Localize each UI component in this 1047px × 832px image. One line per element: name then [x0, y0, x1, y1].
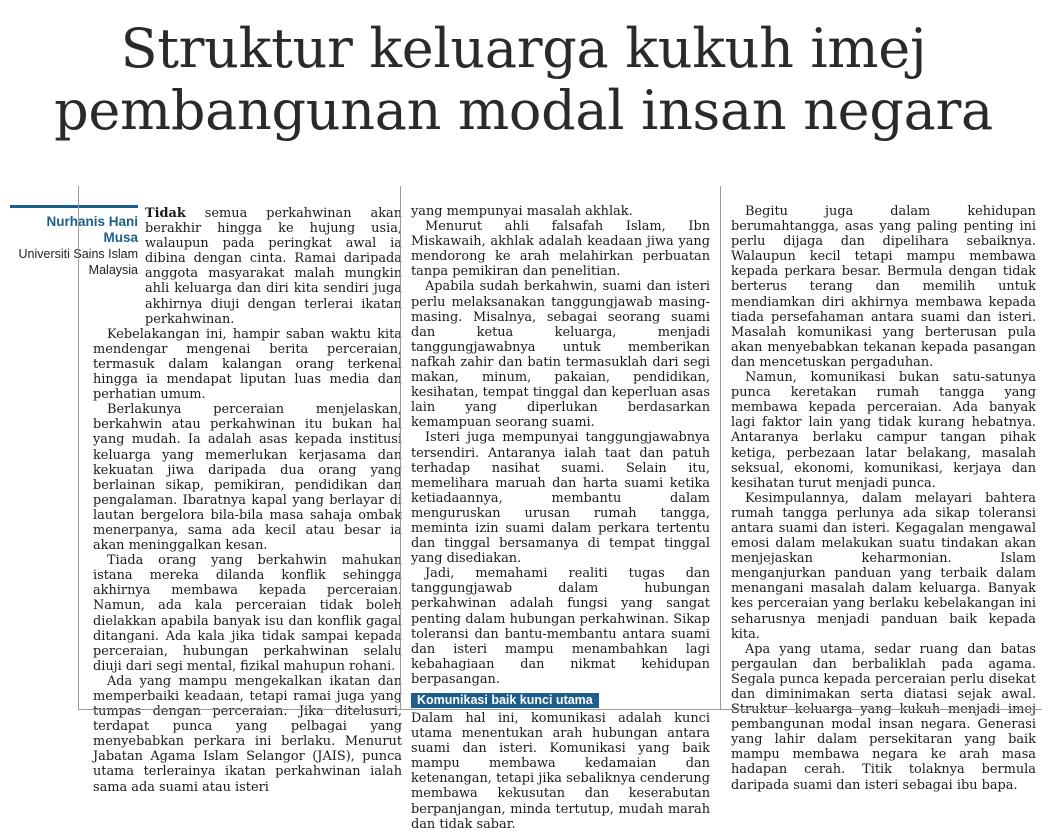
paragraph: Apabila sudah berkahwin, suami dan isteri perlu melaksanakan tanggungjawab masing-masing. Misalnya, sebagai seorang suami dan ketua keluarga, menjadi tanggungjawabnya untuk memberikan nafkah zahir dan batin termasuklah dari segi makan, minum, pakaian, pendidikan, kesihatan, tempat tinggal dan keperluan asas lain yang diperlukan berdasarkan kemampuan seorang suami. — [411, 279, 710, 431]
paragraph: Berlakunya perceraian menjelaskan, berkahwin atau perkahwinan itu bukan hal yang mudah. Ia adalah asas kepada institusi keluarga yang memerlukan kerjasama dan kekuatan jiwa daripada dua orang yang berlainan sikap, pemikiran, pendidikan dan pengalaman. Ibaratnya kapal yang berlayar di lautan bergelora bila-bila masa sahaja ombak menerpanya, sama ada kecil atau besar ia akan meninggalkan kesan. — [93, 402, 402, 554]
paragraph: Menurut ahli falsafah Islam, Ibn Miskawaih, akhlak adalah keadaan jiwa yang mendorong ke arah melahirkan perbuatan tanpa pemikiran dan penelitian. — [411, 219, 710, 280]
paragraph: Ada yang mampu mengekalkan ikatan dan memperbaiki keadaan, tetapi ramai juga yang tumpas dengan perceraian. Jika ditelusuri, terdapat punca yang pelbagai yang menyebabkan perkara ini berlaku. Menurut Jabatan Agama Islam Selangor (JAIS), punca utama terlerainya ikatan perkahwinan ialah sama ada suami atau isteri — [93, 673, 402, 795]
bottom-rule — [78, 709, 1042, 710]
headline: Struktur keluarga kukuh imej pembangunan modal insan negara — [54, 17, 993, 142]
paragraph: yang mempunyai masalah akhlak. — [411, 204, 633, 219]
lead-word: Tidak — [145, 206, 186, 221]
paragraph: Namun, komunikasi bukan satu-satunya punca keretakan rumah tangga yang membawa kepada perceraian. Ada banyak lagi faktor lain yang tidak kurang hebatnya. Antaranya berlaku campur tangan pihak ketiga, perbezaan latar belakang, masalah seksual, ekonomi, komunikasi, kerjaya dan kesihatan turut menjadi punca. — [731, 370, 1036, 491]
paragraph: Dalam hal ini, komunikasi adalah kunci utama menentukan arah hubungan antara suami dan isteri. Komunikasi yang baik mampu membawa kedamaian dan ketenangan, tetapi jika sebaliknya cenderung membawa kekusutan dan keserabutan berpanjangan, minda tertutup, mudah marah dan tidak sabar. — [411, 711, 710, 832]
section-subhead: Komunikasi baik kunci utama — [411, 693, 599, 708]
author-name: Nurhanis Hani Musa — [46, 214, 138, 245]
paragraph: Isteri juga mempunyai tanggungjawabnya tersendiri. Antaranya ialah taat dan patuh terhadap nasihat suami. Selain itu, memelihara maruah dan harta suami ketika ketiadaannya, membantu dalam menguruskan urusan rumah tangga, meminta izin suami dalam perkara tertentu dan tinggal bersamanya di tempat tinggal yang disediakan. — [411, 430, 710, 567]
paragraph: Kebelakangan ini, hampir saban waktu kita mendengar mengenai berita perceraian, termasuk dalam kalangan orang terkenal hingga ia mendapat liputan luas media dan perhatian umum. — [93, 326, 402, 403]
paragraph: Begitu juga dalam kehidupan berumahtangga, asas yang paling penting ini perlu dijaga dan dipelihara sebaiknya. Walaupun kecil tetapi mampu membawa kepada perkara besar. Bermula dengan tidak berterus terang dan memilih untuk mendiamkan diri akhirnya membawa kepada tiada persefahaman antara suami dan isteri. Masalah komunikasi yang berterusan pula akan menyebabkan tekanan kepada pasangan dan mencetuskan pergaduhan. — [731, 204, 1036, 370]
paragraph: Tiada orang yang berkahwin mahukan istana mereka dilanda konflik sehingga akhirnya membawa kepada perceraian. Namun, ada kala perceraian tidak boleh dielakkan apabila banyak isu dan konflik gagal ditangani. Ada kala jika tidak sampai kepada perceraian, hubungan perkahwinan selalu diuji dari segi mental, fizikal mahupun rohani. — [93, 553, 402, 674]
author-affiliation: Universiti Sains Islam Malaysia — [18, 247, 138, 277]
article-column-3 — [720, 186, 1042, 793]
paragraph: Apa yang utama, sedar ruang dan batas pergaulan dan berbaliklah pada agama. Segala punca kepada perceraian perlu disekat dan diminimakan serta diatasi sejak awal. Struktur keluarga yang kukuh menjadi imej pembangunan modal insan negara. Generasi yang lahir dalam persekitaran yang baik mampu membawa negara ke arah masa hadapan cerah. Titik tolaknya bermula daripada suami dan isteri sebagai ibu bapa. — [731, 641, 1036, 793]
paragraph: Jadi, memahami realiti tugas dan tanggungjawab dalam hubungan perkahwinan adalah fungsi yang sangat penting dalam hubungan perkahwinan. Sikap toleransi dan bantu-membantu antara suami dan isteri mampu menambahkan lagi kebahagiaan dan nikmat kehidupan berpasangan. — [411, 566, 710, 687]
article-column-2 — [400, 186, 718, 832]
paragraph: Kesimpulannya, dalam melayari bahtera rumah tangga perlunya ada sikap toleransi antara suami dan isteri. Kegagalan mengawal emosi dalam melakukan suatu tindakan akan menjejaskan keharmonian. Islam menganjurkan panduan yang terbaik dalam menangani masalah dalam keluarga. Banyak kes perceraian yang berlaku kebelakangan ini seharusnya menjadi panduan baik kepada kita. — [731, 490, 1036, 642]
lead-text: semua perkahwinan akan berakhir hingga ke hujung usia, walaupun pada peringkat awal ia dibina dengan cinta. Ramai daripada anggota masyarakat malah mungkin ahli keluarga dan diri kita sendiri juga akhirnya diuji dengan terlerai ikatan perkahwinan. — [145, 206, 402, 327]
article-column-1 — [78, 186, 408, 795]
lead-paragraph — [93, 206, 402, 327]
